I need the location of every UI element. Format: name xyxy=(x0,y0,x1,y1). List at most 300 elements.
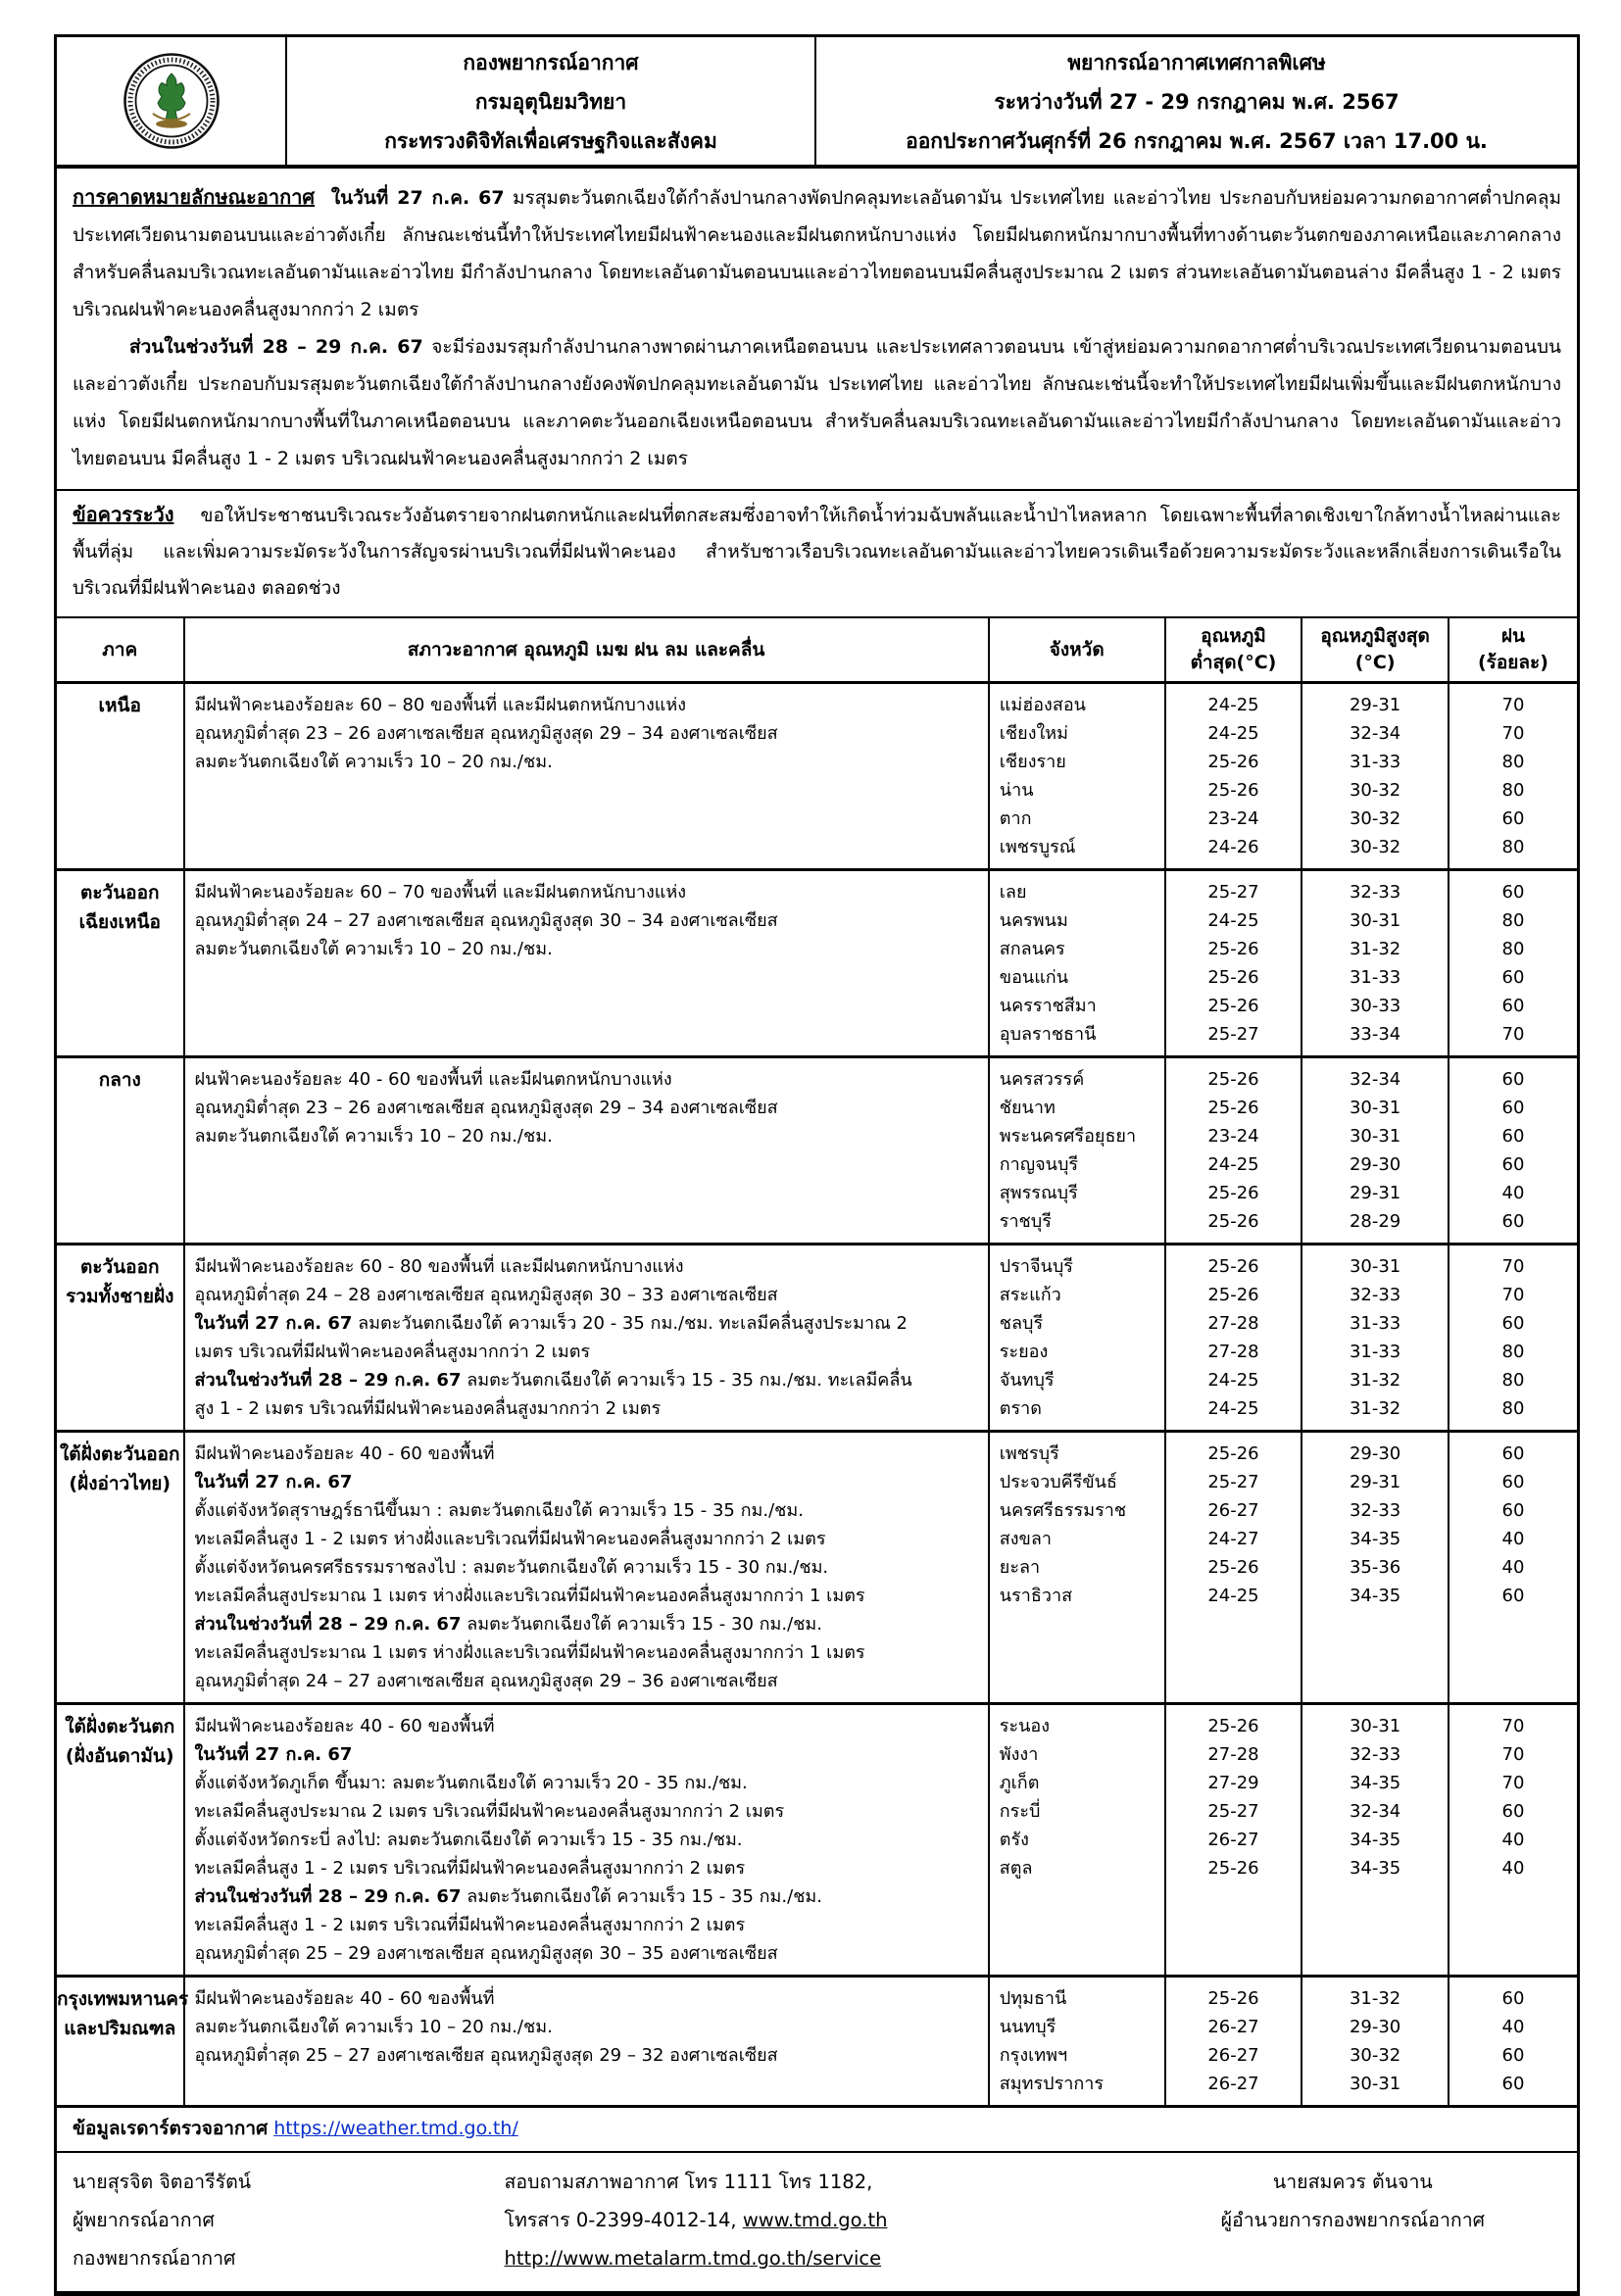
condition-line: อุณหภูมิต่ำสุด 23 – 26 องศาเซลเซียส อุณหภูมิสูงสุด 29 – 34 องศาเซลเซียส xyxy=(194,723,778,744)
table-header-row xyxy=(57,618,1577,683)
province-name: สกลนคร xyxy=(999,939,1065,959)
tmd-seal-icon xyxy=(123,52,221,150)
province-name: แม่ฮ่องสอน xyxy=(999,695,1086,715)
province-tmin: 25-26 xyxy=(1207,752,1259,772)
region-name-line: ตะวันออก xyxy=(79,882,160,904)
tmin-column xyxy=(1165,1432,1302,1704)
region-name-line: (ฝั่งอ่าวไทย) xyxy=(69,1473,172,1494)
province-name: กรุงเทพฯ xyxy=(999,2045,1068,2066)
province-tmin: 24-25 xyxy=(1207,723,1259,744)
province-tmax: 30-32 xyxy=(1349,837,1401,857)
region-name xyxy=(57,683,184,870)
province-name: สงขลา xyxy=(999,1529,1052,1549)
province-tmin: 27-28 xyxy=(1207,1744,1259,1765)
province-name: จันทบุรี xyxy=(999,1370,1055,1391)
regions-body xyxy=(57,683,1577,2107)
province-tmax: 30-31 xyxy=(1349,1126,1401,1147)
province-rain: 60 xyxy=(1501,1801,1525,1822)
province-tmax: 31-33 xyxy=(1349,1313,1401,1334)
tmax-column xyxy=(1302,1977,1449,2107)
province-name: ชลบุรี xyxy=(999,1313,1044,1334)
condition-line: ทะเลมีคลื่นสูงประมาณ 2 เมตร บริเวณที่มีฝนฟ้าคะนองคลื่นสูงมากกว่า 2 เมตร xyxy=(194,1801,785,1822)
province-tmax: 29-31 xyxy=(1349,695,1401,715)
province-tmax: 29-30 xyxy=(1349,1154,1401,1175)
forecaster-division: กองพยากรณ์อากาศ xyxy=(73,2247,236,2270)
province-name: สุพรรณบุรี xyxy=(999,1183,1078,1203)
region-section-south-west-coast xyxy=(57,1704,1577,1977)
condition-line: อุณหภูมิต่ำสุด 24 – 28 องศาเซลเซียส อุณหภูมิสูงสุด 30 – 33 องศาเซลเซียส xyxy=(194,1285,778,1305)
rain-column xyxy=(1449,870,1577,1057)
title-cell xyxy=(816,37,1577,165)
province-tmax: 31-33 xyxy=(1349,752,1401,772)
province-tmin: 25-26 xyxy=(1207,996,1259,1016)
condition-line: ตั้งแต่จังหวัดภูเก็ต ขึ้นมา: ลมตะวันตกเฉียงใต้ ความเร็ว 20 - 35 กม./ชม. xyxy=(194,1773,748,1793)
province-tmin: 23-24 xyxy=(1207,808,1259,829)
province-rain: 60 xyxy=(1501,1988,1525,2009)
province-tmin: 24-27 xyxy=(1207,1529,1259,1549)
condition-line: ส่วนในช่วงวันที่ 28 – 29 ก.ค. 67 ลมตะวันตกเฉียงใต้ ความเร็ว 15 - 35 กม./ชม. xyxy=(194,1886,823,1907)
col-header-conditions: สภาวะอากาศ อุณหภูมิ เมฆ ฝน ลม และคลื่น xyxy=(184,618,989,683)
condition-date: ส่วนในช่วงวันที่ 28 – 29 ก.ค. 67 xyxy=(194,1886,462,1907)
province-rain: 60 xyxy=(1501,1211,1525,1232)
bulletin-title: พยากรณ์อากาศเทศกาลพิเศษ xyxy=(1067,51,1326,74)
province-rain: 70 xyxy=(1501,1285,1525,1305)
province-name: นราธิวาส xyxy=(999,1586,1073,1606)
province-rain: 60 xyxy=(1501,808,1525,829)
forecast-section xyxy=(57,169,1577,491)
region-name xyxy=(57,1977,189,2107)
org-department: กรมอุตุนิยมวิทยา xyxy=(474,90,627,114)
province-tmin: 25-27 xyxy=(1207,1024,1259,1045)
col-header-region: ภาค xyxy=(57,618,184,683)
condition-date: ในวันที่ 27 ก.ค. 67 xyxy=(194,1313,353,1334)
province-rain: 60 xyxy=(1501,1472,1525,1492)
caution-text: ขอให้ประชาชนบริเวณระวังอันตรายจากฝนตกหนักและฝนที่ตกสะสมซึ่งอาจทำให้เกิดน้ำท่วมฉับพลันและน้ำป่าไหลหลาก โดยเฉพาะพื้นที่ลาดเชิงเขาใกล้ทางน้ำไหลผ่านและพื้นที่ลุ่ม และเพิ่มความระมัดระวังในการสัญจรผ่านบริเวณที่มีฝนฟ้าคะนอง สำหรับชาวเรือบริเวณทะเลอันดามันและอ่าวไทยควรเดินเรือด้วยความระมัดระวังและหลีกเลี่ยงการเดินเรือในบริเวณที่มีฝนฟ้าคะนอง ตลอดช่วง xyxy=(73,505,1561,599)
province-name: ยะลา xyxy=(999,1557,1041,1578)
condition-line: มีฝนฟ้าคะนองร้อยละ 40 - 60 ของพื้นที่ xyxy=(194,1716,495,1736)
province-tmin: 24-25 xyxy=(1207,1154,1259,1175)
province-rain: 40 xyxy=(1501,2017,1525,2037)
province-rain: 40 xyxy=(1501,1529,1525,1549)
condition-date: ในวันที่ 27 ก.ค. 67 xyxy=(194,1472,353,1492)
province-tmax: 33-34 xyxy=(1349,1024,1401,1045)
col-header-province: จังหวัด xyxy=(989,618,1165,683)
org-name: กองพยากรณ์อากาศ xyxy=(463,51,639,74)
province-rain: 60 xyxy=(1501,1313,1525,1334)
province-tmin: 25-26 xyxy=(1207,1256,1259,1277)
province-tmin: 25-26 xyxy=(1207,1557,1259,1578)
condition-line xyxy=(185,1468,988,1496)
caution-section xyxy=(57,491,1577,618)
province-rain: 60 xyxy=(1501,2074,1525,2094)
province-tmin: 25-27 xyxy=(1207,882,1259,903)
province-column xyxy=(989,1704,1165,1977)
condition-line: ในวันที่ 27 ก.ค. 67 ลมตะวันตกเฉียงใต้ ความเร็ว 20 - 35 กม./ชม. ทะเลมีคลื่นสูงประมาณ 2 xyxy=(194,1313,908,1334)
province-tmax: 30-31 xyxy=(1349,2074,1401,2094)
province-rain: 60 xyxy=(1501,1443,1525,1464)
province-tmin: 25-26 xyxy=(1207,1443,1259,1464)
province-tmax: 31-32 xyxy=(1349,1988,1401,2009)
col-header-rain: ฝน (ร้อยละ) xyxy=(1449,618,1577,683)
forecaster-name: นายสุรจิต จิตอารีรัตน์ xyxy=(73,2171,252,2193)
province-name: ภูเก็ต xyxy=(999,1773,1040,1793)
rain-column xyxy=(1449,1977,1577,2107)
province-tmax: 30-32 xyxy=(1349,2045,1401,2066)
condition-line: ทะเลมีคลื่นสูง 1 - 2 เมตร บริเวณที่มีฝนฟ้าคะนองคลื่นสูงมากกว่า 2 เมตร xyxy=(194,1858,746,1879)
condition-date: ในวันที่ 27 ก.ค. 67 xyxy=(194,1744,353,1765)
tmax-column xyxy=(1302,683,1449,870)
province-tmin: 26-27 xyxy=(1207,2045,1259,2066)
rain-column xyxy=(1449,1704,1577,1977)
condition-line: อุณหภูมิต่ำสุด 24 – 27 องศาเซลเซียส อุณหภูมิสูงสุด 30 – 34 องศาเซลเซียส xyxy=(194,910,778,931)
contact-fax: โทรสาร 0-2399-4012-14, xyxy=(504,2209,743,2231)
province-rain: 60 xyxy=(1501,882,1525,903)
province-name: ราชบุรี xyxy=(999,1211,1052,1232)
province-tmin: 27-28 xyxy=(1207,1313,1259,1334)
province-name: กาญจนบุรี xyxy=(999,1154,1079,1175)
province-tmin: 25-26 xyxy=(1207,1285,1259,1305)
footer-contact-block xyxy=(505,2163,1145,2277)
province-rain: 60 xyxy=(1501,1154,1525,1175)
province-tmax: 30-31 xyxy=(1349,1716,1401,1736)
province-column xyxy=(989,1057,1165,1245)
province-name: เลย xyxy=(999,882,1027,903)
province-rain: 80 xyxy=(1501,1342,1525,1362)
condition-line: มีฝนฟ้าคะนองร้อยละ 40 - 60 ของพื้นที่ xyxy=(194,1443,495,1464)
forecast-text-2: จะมีร่องมรสุมกำลังปานกลางพาดผ่านภาคเหนือตอนบน และประเทศลาวตอนบน เข้าสู่หย่อมความกดอากาศต่ำบริเวณประเทศเวียดนามตอนบนและอ่าวตังเกี๋ย ประกอบกับมรสุมตะวันตกเฉียงใต้กำลังปานกลางยังคงพัดปกคลุมทะเลอันดามัน ประเทศไทย และอ่าวไทย ลักษณะเช่นนี้จะทำให้ประเทศไทยมีฝนเพิ่มขึ้นและมีฝนตกหนักบางแห่ง โดยมีฝนตกหนักมากบางพื้นที่ในภาคเหนือตอนบน และภาคตะวันออกเฉียงเหนือตอนบน สำหรับคลื่นลมบริเวณทะเลอันดามันและอ่าวไทยมีกำลังปานกลาง โดยทะเลอันดามันและอ่าวไทยตอนบน มีคลื่นสูง 1 - 2 เมตร บริเวณฝนฟ้าคะนองคลื่นสูงมากกว่า 2 เมตร xyxy=(73,336,1562,469)
tmin-column xyxy=(1165,1057,1302,1245)
region-name xyxy=(57,1432,184,1704)
province-column xyxy=(989,1432,1165,1704)
province-tmin: 26-27 xyxy=(1207,1500,1259,1521)
province-tmin: 25-26 xyxy=(1207,780,1259,801)
province-tmin: 24-26 xyxy=(1207,837,1259,857)
province-name: ตาก xyxy=(999,808,1032,829)
province-name: ปราจีนบุรี xyxy=(999,1256,1073,1277)
province-tmax: 32-33 xyxy=(1349,1500,1401,1521)
province-rain: 70 xyxy=(1501,723,1525,744)
tmax-column xyxy=(1302,1704,1449,1977)
bulletin-issued: ออกประกาศวันศุกร์ที่ 26 กรกฎาคม พ.ศ. 2567 เวลา 17.00 น. xyxy=(906,129,1488,153)
province-tmax: 32-33 xyxy=(1349,1744,1401,1765)
footer-forecaster-block xyxy=(73,2163,505,2277)
province-rain: 80 xyxy=(1501,910,1525,931)
forecast-text-1: มรสุมตะวันตกเฉียงใต้กำลังปานกลางพัดปกคลุมทะเลอันดามัน ประเทศไทย และอ่าวไทย ประกอบกับหย่อมความกดอากาศต่ำปกคลุมประเทศเวียดนามตอนบนและอ่าวตังเกี๋ย ลักษณะเช่นนี้ทำให้ประเทศไทยมีฝนฟ้าคะนองและมีฝนตกหนักบางแห่ง โดยมีฝนตกหนักมากบางพื้นที่ทางด้านตะวันตกของภาคเหนือและภาคกลาง สำหรับคลื่นลมบริเวณทะเลอันดามันและอ่าวไทย มีกำลังปานกลาง โดยทะเลอันดามันตอนบนและอ่าวไทยตอนบนมีคลื่นสูงประมาณ 2 เมตร ส่วนทะเลอันดามันตอนล่าง มีคลื่นสูง 1 - 2 เมตร บริเวณฝนฟ้าคะนองคลื่นสูงมากกว่า 2 เมตร xyxy=(73,187,1561,320)
condition-line: ทะเลมีคลื่นสูงประมาณ 1 เมตร ห่างฝั่งและบริเวณที่มีฝนฟ้าคะนองคลื่นสูงมากกว่า 1 เมตร xyxy=(194,1642,865,1663)
condition-line: อุณหภูมิต่ำสุด 23 – 26 องศาเซลเซียส อุณหภูมิสูงสุด 29 – 34 องศาเซลเซียส xyxy=(194,1098,778,1118)
province-tmax: 35-36 xyxy=(1349,1557,1401,1578)
province-tmax: 30-32 xyxy=(1349,780,1401,801)
condition-line: ลมตะวันตกเฉียงใต้ ความเร็ว 10 – 20 กม./ชม. xyxy=(194,1126,553,1147)
province-tmin: 25-26 xyxy=(1207,1716,1259,1736)
condition-line: มีฝนฟ้าคะนองร้อยละ 60 – 70 ของพื้นที่ และมีฝนตกหนักบางแห่ง xyxy=(194,882,687,903)
province-tmin: 25-27 xyxy=(1207,1801,1259,1822)
region-section-central xyxy=(57,1057,1577,1245)
province-name: ระยอง xyxy=(999,1342,1049,1362)
director-title: ผู้อำนวยการกองพยากรณ์อากาศ xyxy=(1220,2209,1486,2231)
forecaster-title: ผู้พยากรณ์อากาศ xyxy=(73,2209,215,2231)
province-tmax: 32-34 xyxy=(1349,723,1401,744)
province-rain: 70 xyxy=(1501,1256,1525,1277)
region-name-line: (ฝั่งอันดามัน) xyxy=(65,1745,174,1767)
condition-line: ลมตะวันตกเฉียงใต้ ความเร็ว 10 – 20 กม./ชม. xyxy=(194,2017,553,2037)
province-name: กระบี่ xyxy=(999,1801,1041,1822)
condition-line: ส่วนในช่วงวันที่ 28 – 29 ก.ค. 67 ลมตะวันตกเฉียงใต้ ความเร็ว 15 - 30 กม./ชม. xyxy=(194,1614,823,1635)
region-conditions xyxy=(184,1057,989,1245)
province-name: ประจวบคีรีขันธ์ xyxy=(999,1472,1117,1492)
province-rain: 40 xyxy=(1501,1183,1525,1203)
province-tmax: 34-35 xyxy=(1349,1773,1401,1793)
province-rain: 80 xyxy=(1501,752,1525,772)
province-tmax: 31-32 xyxy=(1349,1398,1401,1419)
tmax-column xyxy=(1302,1057,1449,1245)
region-name-line: ตะวันออก xyxy=(79,1256,160,1278)
province-rain: 60 xyxy=(1501,1069,1525,1090)
condition-line: อุณหภูมิต่ำสุด 25 – 29 องศาเซลเซียส อุณหภูมิสูงสุด 30 – 35 องศาเซลเซียส xyxy=(194,1943,778,1964)
footer-director-block xyxy=(1145,2163,1561,2277)
rain-column xyxy=(1449,1245,1577,1432)
province-name: ปทุมธานี xyxy=(999,1988,1067,2009)
condition-line: มีฝนฟ้าคะนองร้อยละ 60 - 80 ของพื้นที่ และมีฝนตกหนักบางแห่ง xyxy=(194,1256,684,1277)
tmin-column xyxy=(1165,870,1302,1057)
province-tmax: 29-31 xyxy=(1349,1183,1401,1203)
province-tmin: 26-27 xyxy=(1207,2074,1259,2094)
condition-line: สูง 1 - 2 เมตร บริเวณที่มีฝนฟ้าคะนองคลื่นสูงมากกว่า 2 เมตร xyxy=(194,1398,662,1419)
province-tmax: 34-35 xyxy=(1349,1830,1401,1850)
forecast-heading: การคาดหมายลักษณะอากาศ xyxy=(73,185,316,209)
province-column xyxy=(989,870,1165,1057)
province-rain: 80 xyxy=(1501,939,1525,959)
radar-row xyxy=(57,2108,1577,2153)
province-tmin: 25-26 xyxy=(1207,1211,1259,1232)
province-tmin: 25-26 xyxy=(1207,1183,1259,1203)
region-name-line: กรุงเทพมหานคร xyxy=(57,1988,189,2010)
metalarm-link[interactable]: http://www.metalarm.tmd.go.th/service xyxy=(504,2247,882,2270)
province-tmax: 34-35 xyxy=(1349,1586,1401,1606)
condition-date: ส่วนในช่วงวันที่ 28 – 29 ก.ค. 67 xyxy=(194,1370,462,1391)
province-column xyxy=(989,683,1165,870)
tmax-column xyxy=(1302,1245,1449,1432)
col-header-tmin: อุณหภูมิ ต่ำสุด(°C) xyxy=(1165,618,1302,683)
province-column xyxy=(989,1977,1165,2107)
forecast-paragraph-2 xyxy=(73,328,1561,477)
province-tmin: 27-28 xyxy=(1207,1342,1259,1362)
contact-metalarm-line xyxy=(505,2239,1145,2277)
province-tmin: 25-26 xyxy=(1207,1098,1259,1118)
region-conditions xyxy=(184,1432,989,1704)
province-name: อุบลราชธานี xyxy=(999,1024,1097,1045)
tmin-column xyxy=(1165,1704,1302,1977)
province-tmax: 29-31 xyxy=(1349,1472,1401,1492)
province-tmax: 30-31 xyxy=(1349,910,1401,931)
province-rain: 60 xyxy=(1501,996,1525,1016)
province-name: พังงา xyxy=(999,1744,1039,1765)
region-name-line: รวมทั้งชายฝั่ง xyxy=(66,1286,174,1307)
province-name: ระนอง xyxy=(999,1716,1051,1736)
region-section-south-east-coast xyxy=(57,1432,1577,1704)
tmin-column xyxy=(1165,1977,1302,2107)
condition-line: ลมตะวันตกเฉียงใต้ ความเร็ว 10 – 20 กม./ชม. xyxy=(194,939,553,959)
province-rain: 80 xyxy=(1501,1398,1525,1419)
region-name-line: ใต้ฝั่งตะวันตก xyxy=(65,1716,175,1737)
province-tmin: 24-25 xyxy=(1207,1586,1259,1606)
region-name-line: เฉียงเหนือ xyxy=(78,911,161,933)
tmax-column xyxy=(1302,870,1449,1057)
contact-phone: สอบถามสภาพอากาศ โทร 1111 โทร 1182, xyxy=(504,2171,873,2193)
province-tmin: 24-25 xyxy=(1207,1370,1259,1391)
province-name: ตรัง xyxy=(999,1830,1029,1850)
forecast-table xyxy=(57,618,1577,2108)
province-rain: 60 xyxy=(1501,1126,1525,1147)
forecast-date-1: ในวันที่ 27 ก.ค. 67 xyxy=(330,187,505,209)
province-name: ชัยนาท xyxy=(999,1098,1056,1118)
logo-cell xyxy=(57,37,287,165)
region-conditions xyxy=(184,870,989,1057)
region-name xyxy=(57,1245,184,1432)
province-tmax: 31-32 xyxy=(1349,939,1401,959)
province-tmax: 28-29 xyxy=(1349,1211,1401,1232)
province-tmax: 30-32 xyxy=(1349,808,1401,829)
province-tmax: 32-33 xyxy=(1349,882,1401,903)
province-tmin: 24-25 xyxy=(1207,695,1259,715)
province-rain: 40 xyxy=(1501,1830,1525,1850)
condition-line: เมตร บริเวณที่มีฝนฟ้าคะนองคลื่นสูงมากกว่า 2 เมตร xyxy=(194,1342,591,1362)
condition-line: ส่วนในช่วงวันที่ 28 – 29 ก.ค. 67 ลมตะวันตกเฉียงใต้ ความเร็ว 15 - 35 กม./ชม. ทะเลมีคลื่น xyxy=(194,1370,912,1391)
province-name: นครสวรรค์ xyxy=(999,1069,1085,1090)
document-frame xyxy=(54,34,1580,2296)
province-tmax: 31-32 xyxy=(1349,1370,1401,1391)
province-tmax: 32-33 xyxy=(1349,1285,1401,1305)
region-name-line: และปริมณฑล xyxy=(64,2018,176,2039)
province-name: เชียงใหม่ xyxy=(999,723,1069,744)
province-rain: 80 xyxy=(1501,1370,1525,1391)
province-tmax: 31-33 xyxy=(1349,1342,1401,1362)
condition-line: ทะเลมีคลื่นสูง 1 - 2 เมตร บริเวณที่มีฝนฟ้าคะนองคลื่นสูงมากกว่า 2 เมตร xyxy=(194,1915,746,1935)
province-tmin: 25-26 xyxy=(1207,967,1259,988)
province-rain: 60 xyxy=(1501,967,1525,988)
tmax-column xyxy=(1302,1432,1449,1704)
radar-link[interactable]: https://weather.tmd.go.th/ xyxy=(273,2118,518,2139)
region-name xyxy=(57,1057,184,1245)
province-tmin: 25-26 xyxy=(1207,1069,1259,1090)
document-footer xyxy=(57,2153,1577,2291)
region-section-northeast xyxy=(57,870,1577,1057)
province-rain: 60 xyxy=(1501,1098,1525,1118)
province-tmin: 25-27 xyxy=(1207,1472,1259,1492)
province-name: นนทบุรี xyxy=(999,2017,1056,2037)
province-name: ขอนแก่น xyxy=(999,967,1069,988)
condition-line: มีฝนฟ้าคะนองร้อยละ 40 - 60 ของพื้นที่ xyxy=(194,1988,495,2009)
condition-line xyxy=(185,1740,988,1769)
province-tmin: 27-29 xyxy=(1207,1773,1259,1793)
region-section-bangkok xyxy=(57,1977,1577,2107)
condition-date: ส่วนในช่วงวันที่ 28 – 29 ก.ค. 67 xyxy=(194,1614,462,1635)
condition-line: ทะเลมีคลื่นสูงประมาณ 1 เมตร ห่างฝั่งและบริเวณที่มีฝนฟ้าคะนองคลื่นสูงมากกว่า 1 เมตร xyxy=(194,1586,865,1606)
province-tmin: 25-26 xyxy=(1207,1858,1259,1879)
document-header xyxy=(57,37,1577,169)
region-section-east xyxy=(57,1245,1577,1432)
forecast-date-2: ส่วนในช่วงวันที่ 28 – 29 ก.ค. 67 xyxy=(129,336,423,358)
province-name: เชียงราย xyxy=(999,752,1066,772)
condition-line: อุณหภูมิต่ำสุด 25 – 27 องศาเซลเซียส อุณหภูมิสูงสุด 29 – 32 องศาเซลเซียส xyxy=(194,2045,778,2066)
province-name: นครศรีธรรมราช xyxy=(999,1500,1127,1521)
province-tmax: 34-35 xyxy=(1349,1529,1401,1549)
province-name: นครราชสีมา xyxy=(999,996,1097,1016)
rain-column xyxy=(1449,1432,1577,1704)
province-tmin: 26-27 xyxy=(1207,1830,1259,1850)
province-name: เพชรบูรณ์ xyxy=(999,837,1076,857)
condition-line: ตั้งแต่จังหวัดสุราษฎร์ธานีขึ้นมา : ลมตะวันตกเฉียงใต้ ความเร็ว 15 - 35 กม./ชม. xyxy=(194,1500,804,1521)
condition-line: ตั้งแต่จังหวัดกระบี่ ลงไป: ลมตะวันตกเฉียงใต้ ความเร็ว 15 - 35 กม./ชม. xyxy=(194,1830,743,1850)
bulletin-period: ระหว่างวันที่ 27 - 29 กรกฎาคม พ.ศ. 2567 xyxy=(994,90,1400,114)
condition-line: ฝนฟ้าคะนองร้อยละ 40 - 60 ของพื้นที่ และมีฝนตกหนักบางแห่ง xyxy=(194,1069,672,1090)
region-section-north xyxy=(57,683,1577,870)
region-conditions xyxy=(184,1245,989,1432)
province-tmin: 25-26 xyxy=(1207,939,1259,959)
province-rain: 60 xyxy=(1501,1500,1525,1521)
province-rain: 40 xyxy=(1501,1858,1525,1879)
province-tmax: 29-30 xyxy=(1349,1443,1401,1464)
province-name: ตราด xyxy=(999,1398,1042,1419)
province-rain: 80 xyxy=(1501,837,1525,857)
org-ministry: กระทรวงดิจิทัลเพื่อเศรษฐกิจและสังคม xyxy=(384,129,717,153)
province-tmin: 24-25 xyxy=(1207,1398,1259,1419)
province-tmin: 24-25 xyxy=(1207,910,1259,931)
director-name: นายสมควร ต้นจาน xyxy=(1272,2171,1433,2193)
province-rain: 70 xyxy=(1501,1024,1525,1045)
province-rain: 60 xyxy=(1501,2045,1525,2066)
region-name-line: กลาง xyxy=(98,1069,141,1091)
tmin-column xyxy=(1165,683,1302,870)
province-rain: 70 xyxy=(1501,1773,1525,1793)
condition-line: ทะเลมีคลื่นสูง 1 - 2 เมตร ห่างฝั่งและบริเวณที่มีฝนฟ้าคะนองคลื่นสูงมากกว่า 2 เมตร xyxy=(194,1529,826,1549)
province-name: สมุทรปราการ xyxy=(999,2074,1105,2094)
province-tmin: 25-26 xyxy=(1207,1988,1259,2009)
org-cell xyxy=(287,37,816,165)
region-conditions xyxy=(184,1704,989,1977)
province-name: นครพนม xyxy=(999,910,1068,931)
province-rain: 70 xyxy=(1501,1716,1525,1736)
tmin-column xyxy=(1165,1245,1302,1432)
province-tmax: 32-34 xyxy=(1349,1069,1401,1090)
region-name xyxy=(57,870,184,1057)
forecast-paragraph-1 xyxy=(73,178,1561,328)
contact-fax-line xyxy=(505,2201,1145,2239)
tmd-website-link[interactable]: www.tmd.go.th xyxy=(742,2209,888,2231)
rain-column xyxy=(1449,683,1577,870)
province-tmin: 26-27 xyxy=(1207,2017,1259,2037)
caution-heading: ข้อควรระวัง xyxy=(73,503,174,526)
province-name: สระแก้ว xyxy=(999,1285,1061,1305)
province-name: พระนครศรีอยุธยา xyxy=(999,1126,1137,1147)
region-conditions xyxy=(184,683,989,870)
region-conditions xyxy=(184,1977,989,2107)
province-rain: 60 xyxy=(1501,1586,1525,1606)
province-rain: 70 xyxy=(1501,1744,1525,1765)
province-name: เพชรบุรี xyxy=(999,1443,1059,1464)
province-rain: 40 xyxy=(1501,1557,1525,1578)
province-tmax: 31-33 xyxy=(1349,967,1401,988)
province-tmax: 32-34 xyxy=(1349,1801,1401,1822)
province-rain: 70 xyxy=(1501,695,1525,715)
condition-line: อุณหภูมิต่ำสุด 24 – 27 องศาเซลเซียส อุณหภูมิสูงสุด 29 – 36 องศาเซลเซียส xyxy=(194,1671,778,1691)
region-name-line: เหนือ xyxy=(98,695,141,716)
province-tmax: 30-31 xyxy=(1349,1098,1401,1118)
province-tmin: 23-24 xyxy=(1207,1126,1259,1147)
province-tmax: 29-30 xyxy=(1349,2017,1401,2037)
condition-line: มีฝนฟ้าคะนองร้อยละ 60 – 80 ของพื้นที่ และมีฝนตกหนักบางแห่ง xyxy=(194,695,687,715)
rain-column xyxy=(1449,1057,1577,1245)
